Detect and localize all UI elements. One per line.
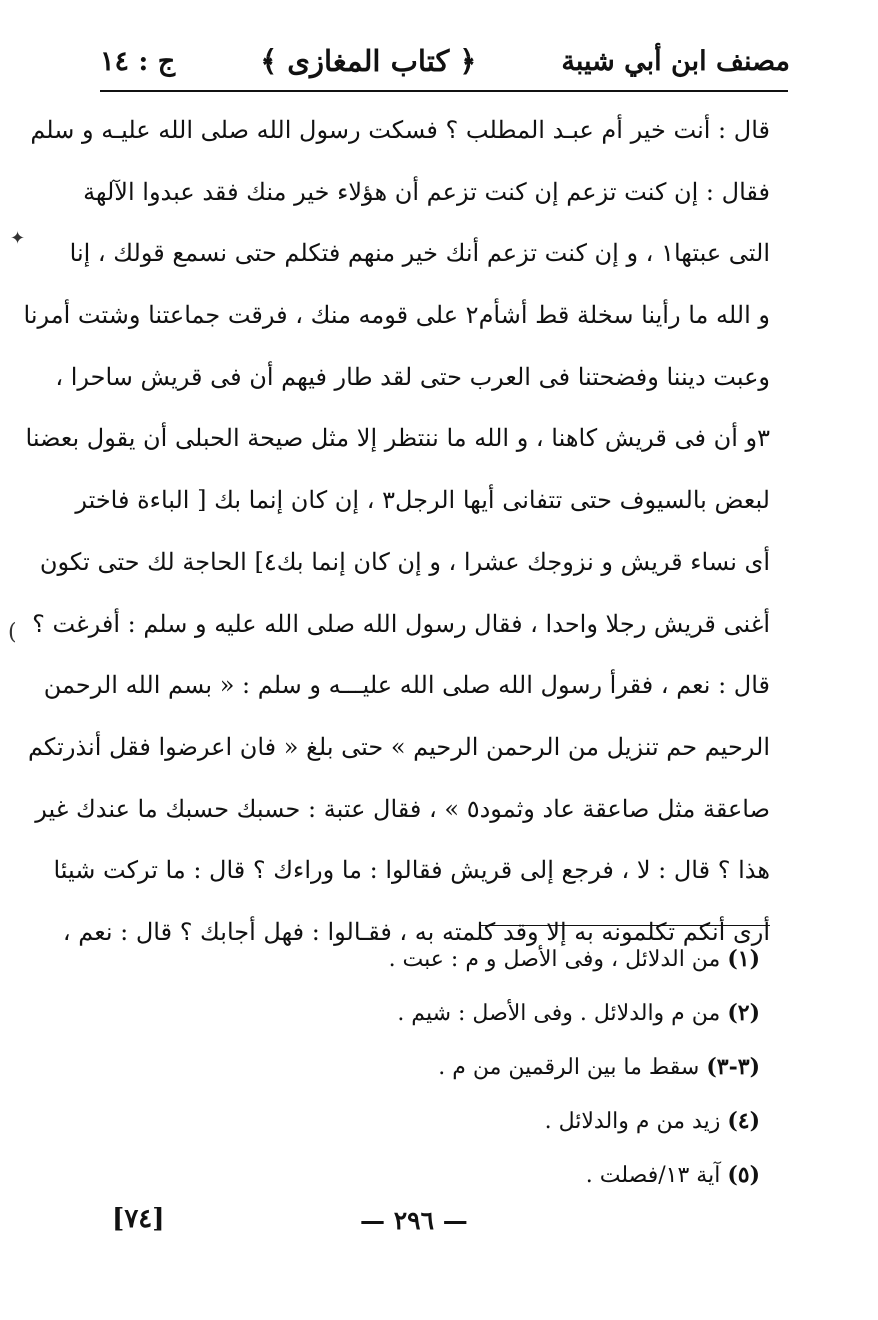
footnote-rule xyxy=(480,925,770,926)
text-line: التى عبتها١ ، و إن كنت تزعم أنك خير منهم فتكلم حتى نسمع قولك ، إنا xyxy=(69,239,770,268)
text-line: ٣و أن فى قريش كاهنا ، و الله ما ننتظر إلا مثل صيحة الحبلى أن يقول بعضنا xyxy=(25,424,770,453)
text-line: أغنى قريش رجلا واحدا ، فقال رسول الله صلى الله عليه و سلم : أفرغت ؟ xyxy=(32,609,770,638)
header-rule xyxy=(100,90,788,92)
footnote-number: (٥) xyxy=(727,1162,760,1188)
footnotes xyxy=(340,932,760,1202)
chapter-title: ﴿ كتاب المغازى ﴾ xyxy=(260,44,477,78)
main-text xyxy=(23,100,770,964)
footnote-number: (٤) xyxy=(727,1108,760,1134)
margin-mark-icon: ✦ xyxy=(10,228,26,249)
footnote xyxy=(340,932,760,986)
footnote-text: من م والدلائل . وفى الأصل : شيم . xyxy=(397,1001,721,1026)
text-line: فقال : إن كنت تزعم إن كنت تزعم أن هؤلاء خير منك فقد عبدوا الآلهة xyxy=(83,177,770,206)
text-line: وعبت ديننا وفضحتنا فى العرب حتى لقد طار فيهم أن فى قريش ساحرا ، xyxy=(55,362,770,391)
footnote xyxy=(340,1148,760,1202)
text-line: قال : نعم ، فقرأ رسول الله صلى الله عليـــه و سلم : « بسم الله الرحمن xyxy=(43,671,770,700)
text-line: أى نساء قريش و نزوجك عشرا ، و إن كان إنما بك٤] الحاجة لك حتى تكون xyxy=(39,547,770,576)
footnote-text: آية ١٣/فصلت . xyxy=(585,1163,721,1188)
footnote-text: من الدلائل ، وفى الأصل و م : عبت . xyxy=(388,947,721,972)
text-line: هذا ؟ قال : لا ، فرجع إلى قريش فقالوا : ما وراءك ؟ قال : ما تركت شيئا xyxy=(53,856,770,885)
text-line: لبعض بالسيوف حتى تتفانى أيها الرجل٣ ، إن كان إنما بك [ الباءة فاختر xyxy=(75,486,770,515)
page-header xyxy=(100,36,790,86)
text-line: و الله ما رأينا سخلة قط أشأم٢ على قومه منك ، فرقت جماعتنا وشتت أمرنا xyxy=(23,301,770,330)
footnote-number: (٢) xyxy=(727,1000,760,1026)
footnote xyxy=(340,1040,760,1094)
volume-number: ج : ١٤ xyxy=(100,45,176,77)
text-line: الرحيم حم تنزيل من الرحمن الرحيم » حتى بلغ « فان اعرضوا فقل أنذرتكم xyxy=(27,732,770,761)
text-line: أرى أنكم تكلمونه به إلا وقد كلمته به ، فقـالوا : فهل أجابك ؟ قال : نعم ، xyxy=(62,917,770,946)
footnote-number: (١) xyxy=(727,946,760,972)
footnote-text: زيد من م والدلائل . xyxy=(544,1109,721,1134)
footnote-number: (٣-٣) xyxy=(706,1054,760,1080)
margin-bracket-icon: ( xyxy=(8,620,17,645)
book-title: مصنف ابن أبي شيبة xyxy=(561,45,790,77)
text-line: قال : أنت خير أم عبـد المطلب ؟ فسكت رسول الله صلى الله عليـه و سلم xyxy=(30,116,770,144)
footnote xyxy=(340,986,760,1040)
footnote-text: سقط ما بين الرقمين من م . xyxy=(438,1055,700,1080)
text-line: صاعقة مثل صاعقة عاد وثمود٥ » ، فقال عتبة : حسبك حسبك ما عندك غير xyxy=(35,794,770,823)
bracket-reference: [٧٤] xyxy=(112,1204,165,1234)
footnote xyxy=(340,1094,760,1148)
page-number: — ٢٩٦ — xyxy=(360,1206,468,1235)
